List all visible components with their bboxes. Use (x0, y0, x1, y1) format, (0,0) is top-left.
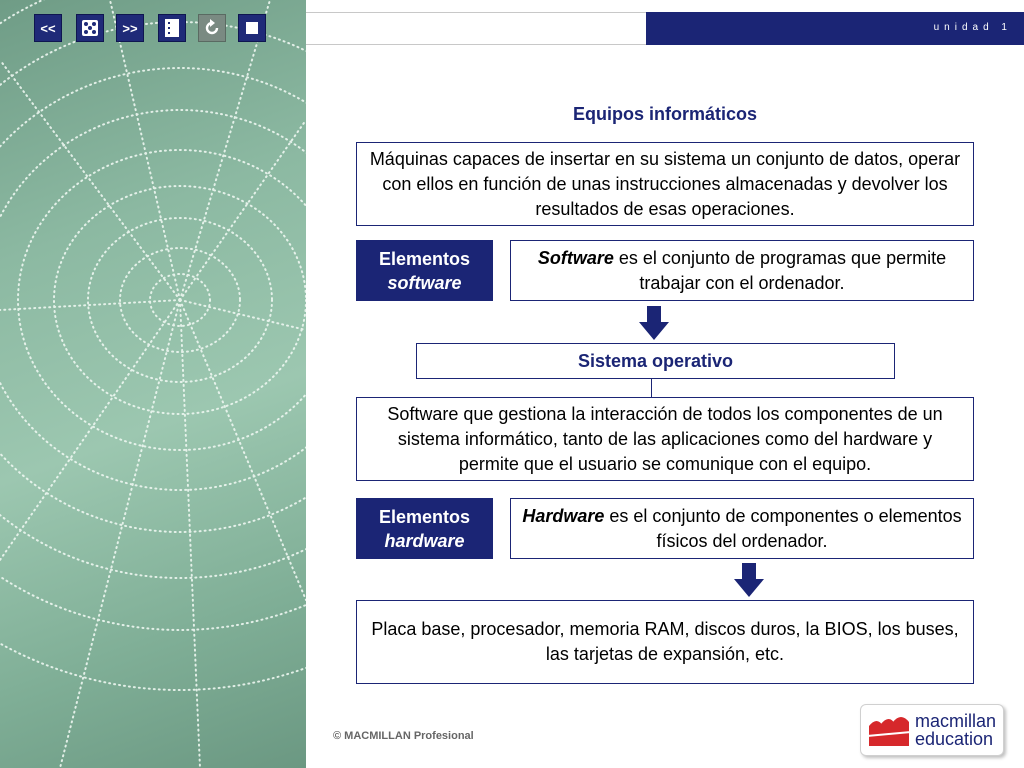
hardware-examples-box (356, 600, 974, 684)
macmillan-logo-icon (867, 712, 911, 748)
undo-button[interactable] (198, 14, 226, 42)
copyright-text: © MACMILLAN Profesional (333, 730, 474, 742)
unit-bar (646, 12, 1024, 45)
software-description (521, 246, 963, 296)
undo-icon (202, 18, 222, 38)
macmillan-logo (860, 704, 1004, 756)
definition-box (356, 142, 974, 226)
next-label: >> (122, 20, 138, 36)
index-icon (164, 18, 180, 38)
hardware-label-line1: Elementos (378, 506, 471, 527)
logo-line2: education (915, 729, 994, 749)
page-title: Equipos informáticos (572, 104, 758, 124)
dice-button[interactable] (76, 14, 104, 42)
slide-title-bar (306, 12, 646, 45)
software-label-line1: Elementos (378, 248, 471, 269)
os-title: Sistema operativo (577, 350, 734, 371)
definition-text: Máquinas capaces de insertar en su sistema un conjunto de datos, operar con ellos en función de unas instrucciones almacenadas y devolver los resultados de esas operaciones. (369, 148, 961, 219)
os-description: Software que gestiona la interacción de todos los componentes de un sistema informático, tanto de las aplicaciones como del hardware y permite que el usuario se comunique con el equipo. (387, 403, 943, 474)
hardware-description (521, 504, 963, 554)
software-term: Software (537, 247, 614, 268)
spider-web-image (0, 0, 306, 768)
unit-label: unidad 1 (933, 22, 1012, 33)
hardware-label-line2: hardware (384, 530, 465, 551)
index-button[interactable] (158, 14, 186, 42)
hardware-desc-rest: es el conjunto de componentes o elementos físicos del ordenador. (604, 505, 962, 551)
arrow-down-icon (639, 306, 669, 340)
next-button[interactable] (116, 14, 144, 42)
hardware-examples: Placa base, procesador, memoria RAM, discos duros, la BIOS, los buses, las tarjetas de expansión, etc. (371, 619, 959, 664)
logo-text (915, 712, 996, 748)
previous-button[interactable] (34, 14, 62, 42)
hardware-label-box (356, 498, 493, 559)
arrow-down-icon (734, 563, 764, 597)
decorative-web-panel (0, 0, 306, 768)
dice-icon (81, 19, 99, 37)
os-title-box (416, 343, 895, 379)
stop-icon (245, 21, 259, 35)
previous-label: << (40, 20, 56, 36)
software-description-box (510, 240, 974, 301)
logo-line1: macmillan (915, 711, 997, 731)
hardware-term: Hardware (522, 505, 605, 526)
software-label-line2: software (387, 272, 462, 293)
software-desc-rest: es el conjunto de programas que permite trabajar con el ordenador. (613, 247, 947, 293)
os-description-box (356, 397, 974, 481)
stop-button[interactable] (238, 14, 266, 42)
connector-line (651, 379, 652, 397)
software-label-box (356, 240, 493, 301)
hardware-description-box (510, 498, 974, 559)
